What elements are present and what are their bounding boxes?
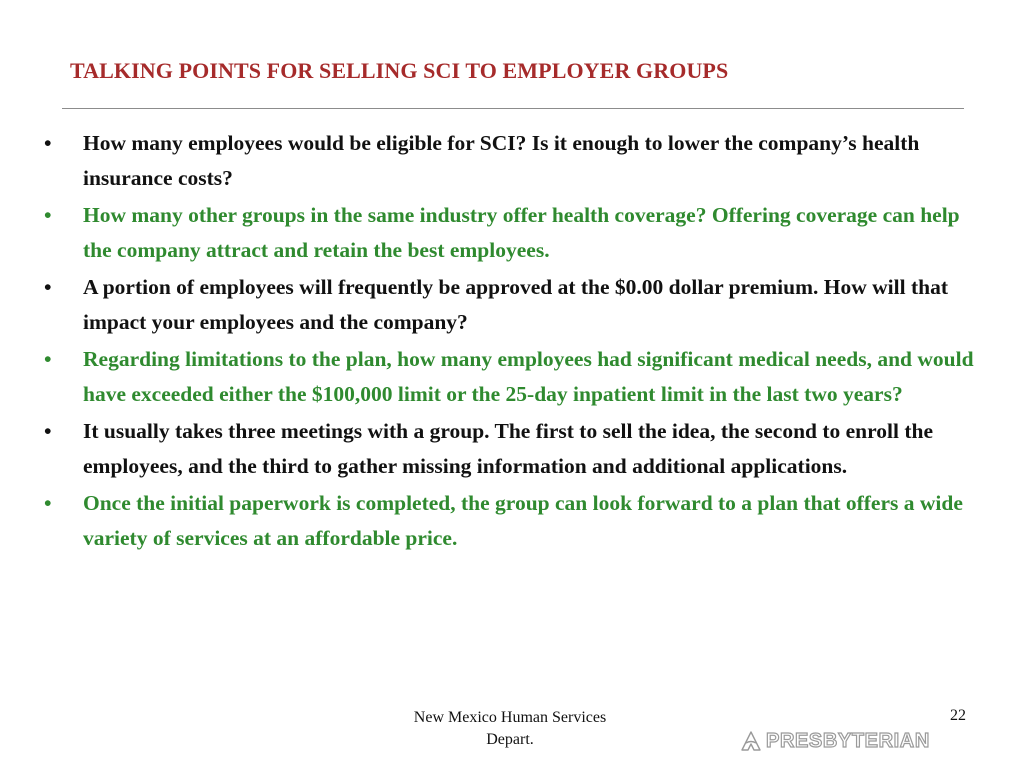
bullet-item <box>42 126 982 195</box>
page-number: 22 <box>950 707 966 724</box>
bullet-dot: • <box>44 275 52 299</box>
presbyterian-logo-icon <box>740 730 762 752</box>
presbyterian-logo-text: PRESBYTERIAN <box>766 730 930 752</box>
footer-department-line1: New Mexico Human Services <box>413 709 607 726</box>
bullet-text: How many other groups in the same industry offer health coverage? Offering coverage can help the company attract and retain the best employees. <box>83 203 960 262</box>
bullet-dot: • <box>44 419 52 443</box>
bullet-text: How many employees would be eligible for SCI? Is it enough to lower the company’s health insurance costs? <box>83 131 920 190</box>
title-divider <box>62 108 964 109</box>
bullet-item <box>42 342 982 411</box>
bullet-item <box>42 414 982 483</box>
presbyterian-logo <box>740 728 930 754</box>
bullet-text: A portion of employees will frequently be approved at the $0.00 dollar premium. How will that impact your employees and the company? <box>83 275 948 334</box>
bullet-dot: • <box>44 203 52 227</box>
bullet-item <box>42 486 982 555</box>
bullet-item <box>42 270 982 339</box>
bullet-list <box>42 126 982 558</box>
footer-department-line2: Depart. <box>486 731 534 748</box>
bullet-dot: • <box>44 347 52 371</box>
bullet-item <box>42 198 982 267</box>
footer-department <box>370 707 650 751</box>
bullet-text: It usually takes three meetings with a group. The first to sell the idea, the second to enroll the employees, and the third to gather missing information and additional applications. <box>83 419 934 478</box>
slide-title: TALKING POINTS FOR SELLING SCI TO EMPLOYER GROUPS <box>70 58 729 83</box>
bullet-dot: • <box>44 131 52 155</box>
bullet-text: Once the initial paperwork is completed, the group can look forward to a plan that offers a wide variety of services at an affordable price. <box>83 491 963 550</box>
bullet-text: Regarding limitations to the plan, how many employees had significant medical needs, and would have exceeded either the $100,000 limit or the 25-day inpatient limit in the last two years? <box>83 347 974 406</box>
bullet-dot: • <box>44 491 52 515</box>
